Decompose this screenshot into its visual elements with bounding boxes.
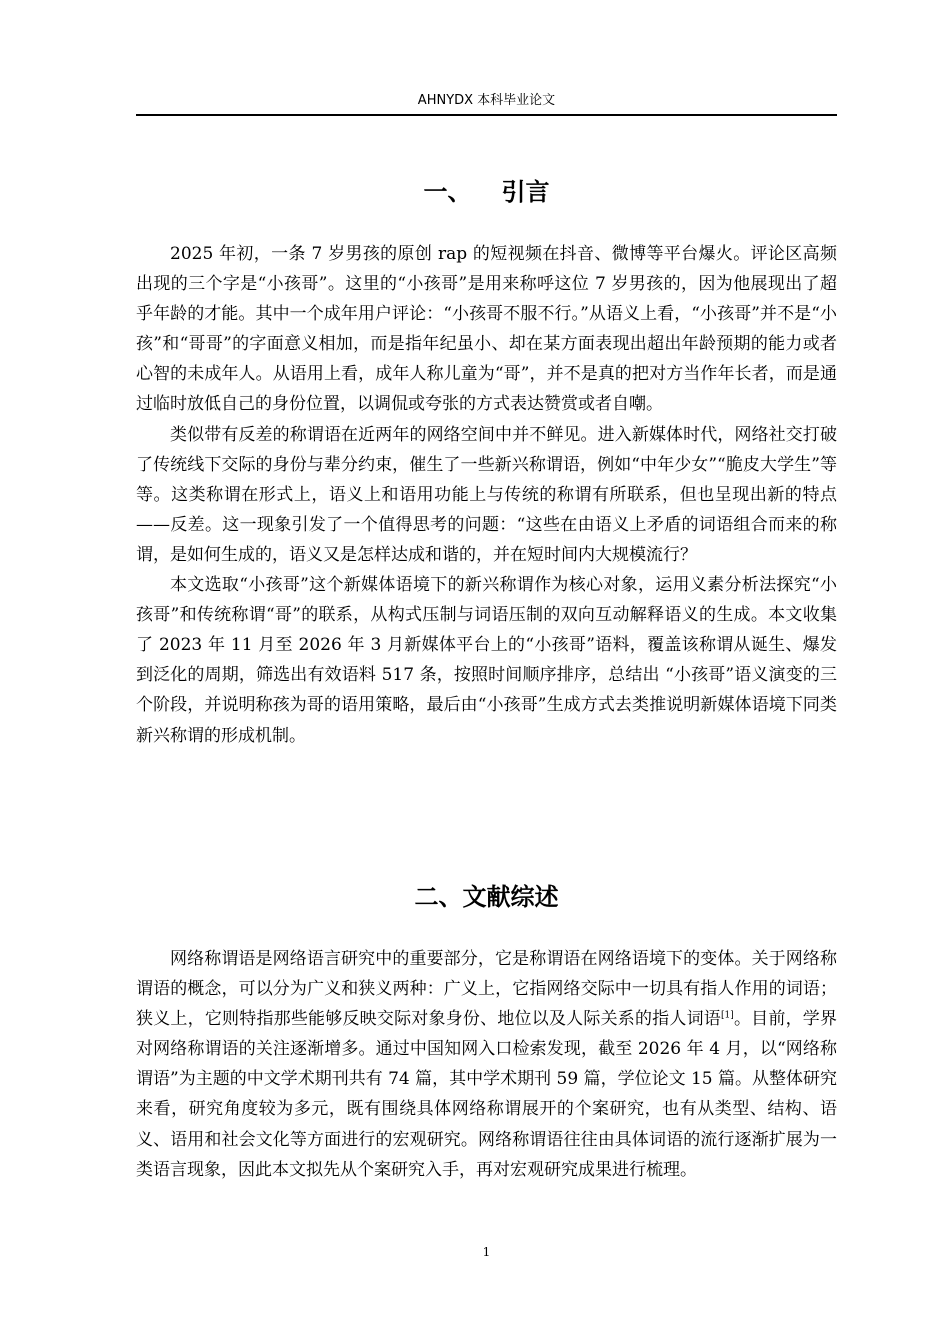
running-header: AHNYDX 本科毕业论文: [417, 93, 556, 108]
paragraph: 2025 年初，一条 7 岁男孩的原创 rap 的短视频在抖音、微博等平台爆火。评论区高频出现的三个字是“小孩哥”。这里的“小孩哥”是用来称呼这位 7 岁男孩的，因为他展现出了超乎年龄的才能。其中一个成年用户评论：“小孩哥不服不行。”从语义上看，“小孩哥”并不是“小孩”和“哥哥”的字面意义相加，而是指年纪虽小、却在某方面表现出超出年龄预期的能力或者心智的未成年人。从语用上看，成年人称儿童为“哥”，并不是真的把对方当作年长者，而是通过临时放低自己的身份位置，以调侃或夸张的方式表达赞赏或者自嘲。: [136, 244, 837, 415]
paragraph: 类似带有反差的称谓语在近两年的网络空间中并不鲜见。进入新媒体时代，网络社交打破了传统线下交际的身份与辈分约束，催生了一些新兴称谓语，例如“中年少女”“脆皮大学生”等等。这类称谓在形式上，语义上和语用功能上与传统的称谓有所联系，但也呈现出新的特点——反差。这一现象引发了一个值得思考的问题：“这些在由语义上矛盾的词语组合而来的称谓，是如何生成的，语义又是怎样达成和谐的，并在短时间内大规模流行？: [136, 424, 837, 565]
paragraph: 本文选取“小孩哥”这个新媒体语境下的新兴称谓作为核心对象，运用义素分析法探究“小孩哥”和传统称谓“哥”的联系，从构式压制与词语压制的双向互动解释语义的生成。本文收集了 2023 年 11 月至 2026 年 3 月新媒体平台上的“小孩哥”语料，覆盖该称谓从诞生、爆发到泛化的周期，筛选出有效语料 517 条，按照时间顺序排序，总结出 “小孩哥”语义演变的三个阶段，并说明称孩为哥的语用策略，最后由“小孩哥”生成方式去类推说明新媒体语境下同类新兴称谓的形成机制。: [136, 575, 837, 746]
section-title: 二、文献综述: [414, 883, 559, 911]
header-rule: [136, 114, 837, 116]
citation-marker: [1]: [721, 1010, 734, 1021]
page-number: 1: [482, 1245, 491, 1259]
section-heading-literature-review: [136, 881, 837, 913]
section-number: 一、: [423, 178, 472, 206]
paragraph-text: 。目前，学界对网络称谓语的关注逐渐增多。通过中国知网入口检索发现，截至 2026 年 4 月，以“网络称谓语”为主题的中文学术期刊共有 74 篇，其中学术期刊 59 篇，学位论文 15 篇。从整体研究来看，研究角度较为多元，既有围绕具体网络称谓展开的个案研究，也有从类型、结构、语义、语用和社会文化等方面进行的宏观研究。网络称谓语往往由具体词语的流行逐渐扩展为一类语言现象，因此本文拟先从个案研究入手，再对宏观研究成果进行梳理。: [136, 1009, 838, 1180]
section-heading-introduction: [136, 176, 837, 208]
section-title: 引言: [501, 178, 550, 206]
paragraph: [136, 944, 837, 1185]
section-body-introduction: [136, 239, 837, 751]
paragraph-text: 网络称谓语是网络语言研究中的重要部分，它是称谓语在网络语境下的变体。关于网络称谓语的概念，可以分为广义和狭义两种：广义上，它指网络交际中一切具有指人作用的词语；狭义上，它则特指那些能够反映交际对象身份、地位以及人际关系的指人词语: [136, 949, 837, 1030]
section-body-literature-review: [136, 944, 837, 1185]
